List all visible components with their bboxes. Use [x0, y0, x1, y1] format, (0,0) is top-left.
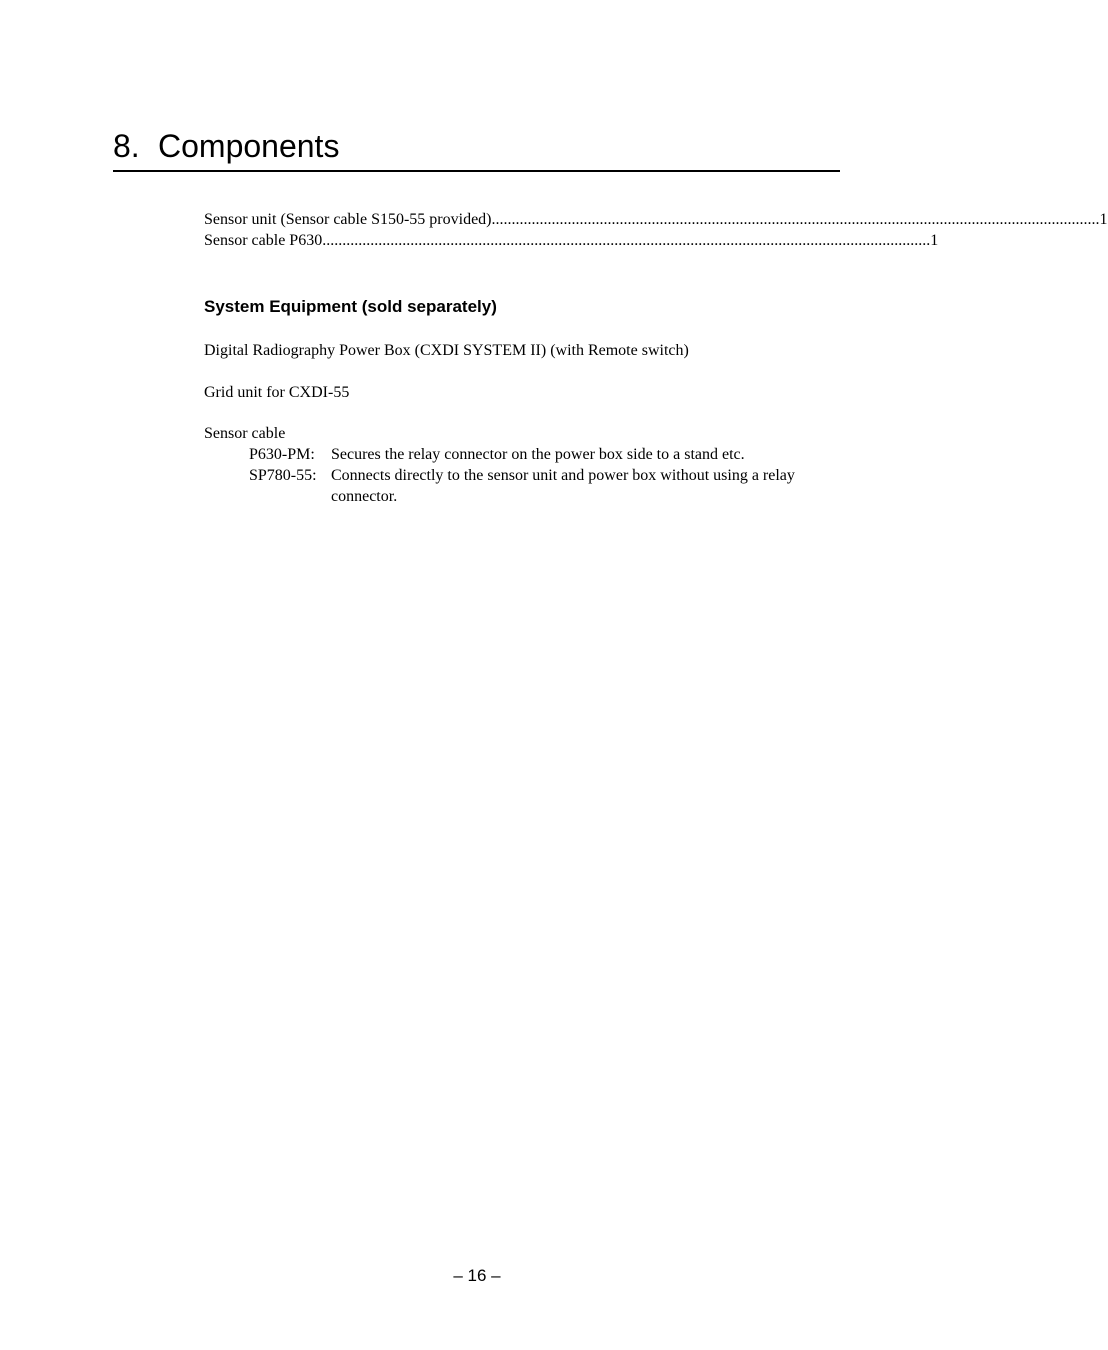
- parts-list: [204, 209, 1108, 251]
- cable-description: Connects directly to the sensor unit and power box without using a relay connector.: [331, 467, 795, 505]
- sensor-cable-list: [249, 444, 844, 507]
- part-row: [204, 230, 939, 251]
- power-box-item: Digital Radiography Power Box (CXDI SYSTEM II) (with Remote switch): [204, 342, 689, 359]
- cable-description: Secures the relay connector on the power box side to a stand etc.: [331, 446, 745, 463]
- part-quantity: 1: [930, 232, 939, 249]
- section-heading: [113, 124, 840, 172]
- part-name: Sensor cable P630: [204, 232, 323, 249]
- cable-code: P630-PM:: [249, 446, 315, 463]
- section-number: 8.: [113, 128, 140, 164]
- grid-unit-item: Grid unit for CXDI-55: [204, 384, 350, 401]
- section-title: Components: [158, 128, 340, 164]
- cable-row: [249, 444, 844, 465]
- dot-leader: ........................................................................................................................................................: [322, 232, 931, 249]
- cable-code: SP780-55:: [249, 467, 317, 484]
- part-name: Sensor unit (Sensor cable S150-55 provided): [204, 211, 492, 228]
- part-quantity: 1: [1099, 211, 1108, 228]
- cable-row: [249, 465, 844, 507]
- sensor-cable-item: Sensor cable: [204, 425, 286, 442]
- page-number: – 16 –: [453, 1266, 501, 1285]
- system-equipment-heading: System Equipment (sold separately): [204, 297, 497, 316]
- part-row: [204, 209, 1108, 230]
- dot-leader: ........................................................................................................................................................: [491, 211, 1100, 228]
